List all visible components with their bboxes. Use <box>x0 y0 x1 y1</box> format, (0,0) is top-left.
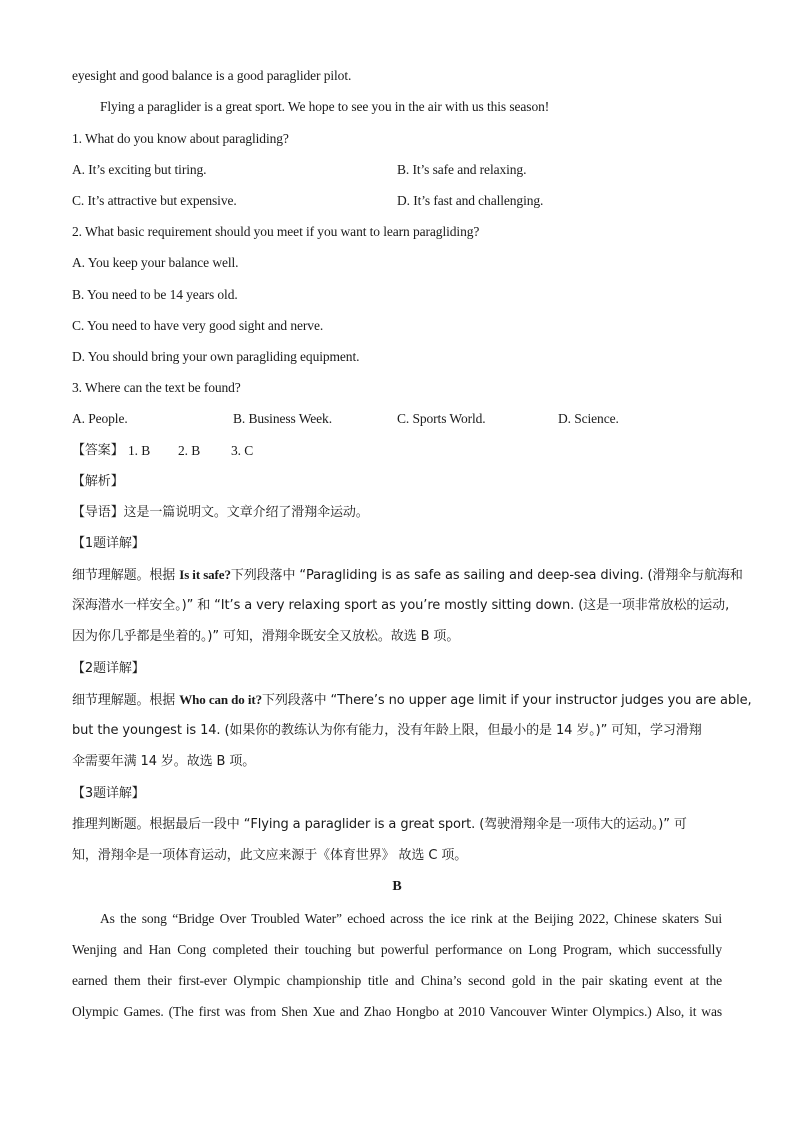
detail-1-line-3: 因为你几乎都是坐着的。)” 可知，滑翔伞既安全又放松。故选 B 项。 <box>72 629 460 644</box>
intro-line-1: eyesight and good balance is a good paraglider pilot. <box>72 68 352 83</box>
detail-1-label: 【1题详解】 <box>72 536 145 551</box>
detail-1-line-1 <box>72 565 743 586</box>
section-b-line-3: earned them their first-ever Olympic championship title and China’s second gold in the pair skating event at the <box>72 973 722 988</box>
question-3-option-c: C. Sports World. <box>397 411 486 426</box>
detail-2-line-1-keyword: Who can do it? <box>179 692 262 707</box>
detail-3-line-1: 推理判断题。根据最后一段中 “Flying a paraglider is a great sport. (驾驶滑翔伞是一项伟大的运动。)” 可 <box>72 817 687 832</box>
question-3-option-a: A. People. <box>72 411 128 426</box>
answer-item-3: 3. C <box>231 443 254 458</box>
section-b-heading: B <box>392 879 402 894</box>
question-1-option-b: B. It’s safe and relaxing. <box>397 162 527 177</box>
question-2-option-d: D. You should bring your own paragliding equipment. <box>72 349 360 364</box>
question-1-stem: 1. What do you know about paragliding? <box>72 131 289 146</box>
detail-2-label: 【2题详解】 <box>72 661 145 676</box>
detail-2-line-1-post: 下列段落中 “There’s no upper age limit if your instructor judges you are able, <box>262 693 752 708</box>
guide-text: 这是一篇说明文。文章介绍了滑翔伞运动。 <box>123 505 369 520</box>
detail-3-label: 【3题详解】 <box>72 786 145 801</box>
detail-1-line-1-keyword: Is it safe? <box>179 567 231 582</box>
intro-line-2: Flying a paraglider is a great sport. We hope to see you in the air with us this season! <box>100 99 550 114</box>
question-3-option-b: B. Business Week. <box>233 411 332 426</box>
section-b-line-1: As the song “Bridge Over Troubled Water” echoed across the ice rink at the Beijing 2022, Chinese skaters Sui <box>100 911 722 926</box>
detail-3-line-2: 知，滑翔伞是一项体育运动，此文应来源于《体育世界》 故选 C 项。 <box>72 848 468 863</box>
section-b-line-2: Wenjing and Han Cong completed their touching but powerful performance on Long Program, which successfully <box>72 942 722 957</box>
question-2-option-c: C. You need to have very good sight and nerve. <box>72 318 324 333</box>
answer-item-2: 2. B <box>178 443 201 458</box>
question-3-stem: 3. Where can the text be found? <box>72 380 241 395</box>
question-2-stem: 2. What basic requirement should you meet if you want to learn paragliding? <box>72 224 480 239</box>
analysis-label: 【解析】 <box>72 474 124 489</box>
question-3-option-d: D. Science. <box>558 411 619 426</box>
question-1-option-c: C. It’s attractive but expensive. <box>72 193 237 208</box>
question-2-option-b: B. You need to be 14 years old. <box>72 287 238 302</box>
detail-2-line-1 <box>72 690 752 711</box>
question-1-option-d: D. It’s fast and challenging. <box>397 193 544 208</box>
question-1-option-a: A. It’s exciting but tiring. <box>72 162 207 177</box>
detail-1-line-1-pre: 细节理解题。根据 <box>72 568 180 583</box>
guide-label: 【导语】 <box>72 505 124 520</box>
detail-1-line-2: 深海潜水一样安全。)” 和 “It’s a very relaxing sport as you’re mostly sitting down. (这是一项非常放松的运动, <box>72 598 730 613</box>
answer-item-1: 1. B <box>128 443 151 458</box>
section-b-line-4: Olympic Games. (The first was from Shen Xue and Zhao Hongbo at 2010 Vancouver Winter Olympics.) Also, it was <box>72 1004 722 1019</box>
detail-2-line-3: 伞需要年满 14 岁。故选 B 项。 <box>72 754 256 769</box>
guide-line <box>72 503 722 523</box>
question-2-option-a: A. You keep your balance well. <box>72 255 239 270</box>
detail-2-line-2: but the youngest is 14. (如果你的教练认为你有能力，没有年龄上限，但最小的是 14 岁。)” 可知，学习滑翔 <box>72 723 702 738</box>
detail-2-line-1-pre: 细节理解题。根据 <box>72 693 180 708</box>
answer-label: 【答案】 <box>72 443 124 458</box>
detail-1-line-1-post: 下列段落中 “Paragliding is as safe as sailing and deep-sea diving. (滑翔伞与航海和 <box>230 568 743 583</box>
